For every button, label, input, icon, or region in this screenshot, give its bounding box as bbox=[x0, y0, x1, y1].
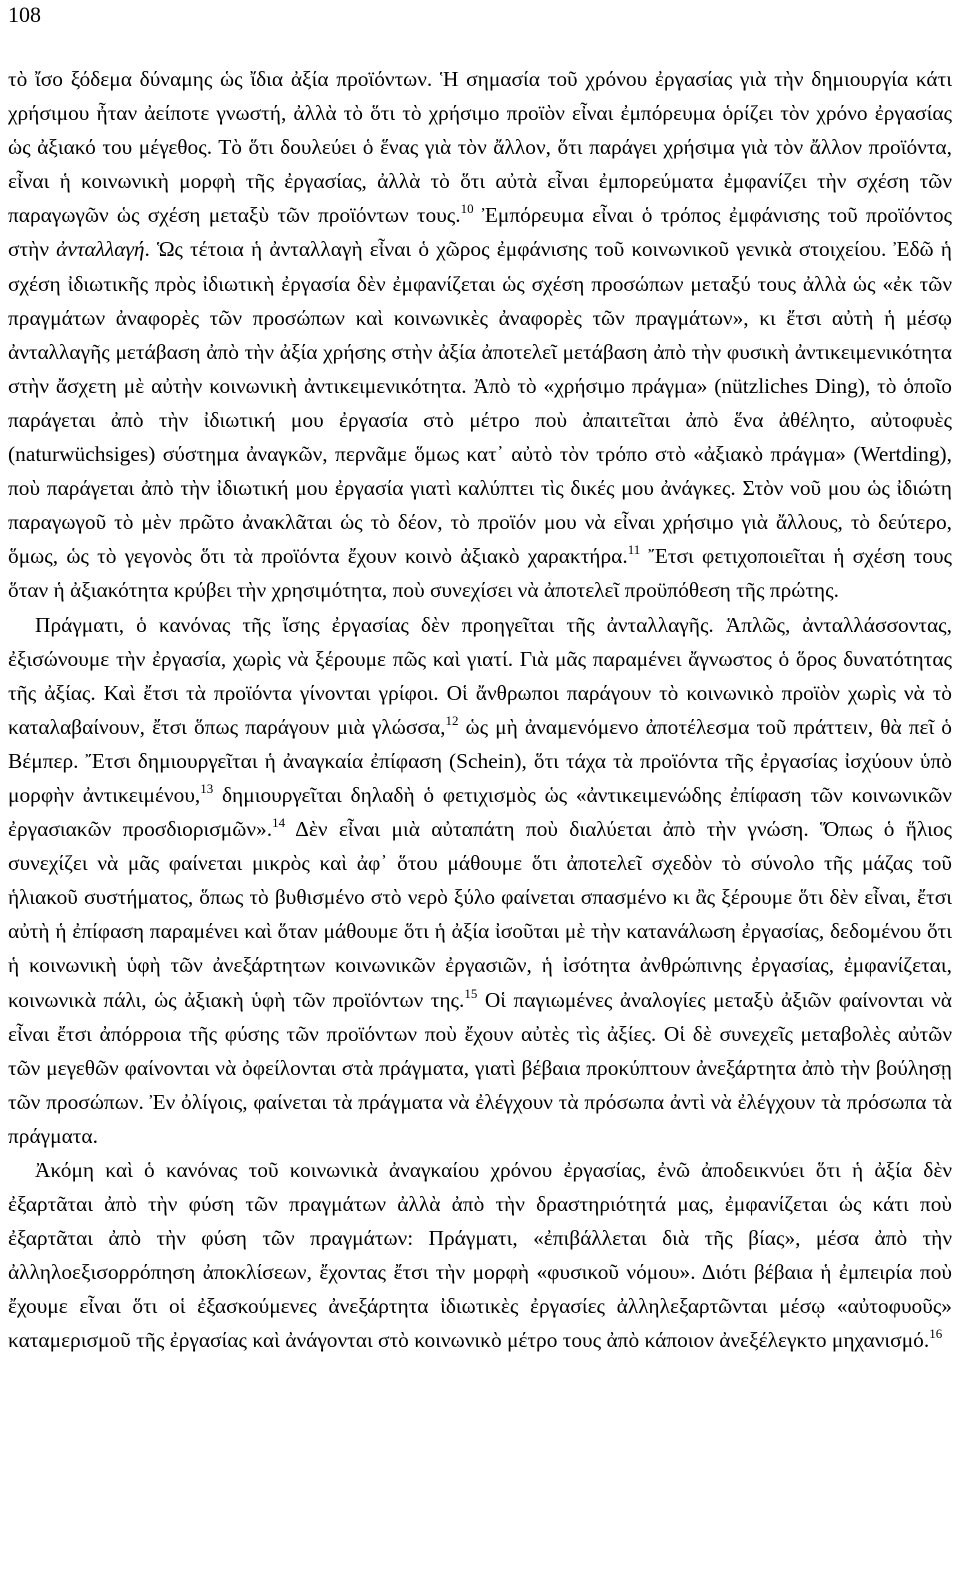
text-run: Ἐμπόρευμα εἶναι ὁ τρόπος ἐμφάνισης τοῦ προϊόντος στὴν bbox=[8, 203, 952, 262]
footnote-ref: 10 bbox=[460, 201, 474, 217]
text-run: τὸ ἴσο ξόδεμα δύναμης ὡς ἴδια ἀξία προϊόντων. Ἡ σημασία τοῦ χρόνου ἐργασίας γιὰ τὴν δημιουργία κάτι χρήσιμου ἦταν ἀείποτε γνωστή, ἀλλὰ τὸ ὅτι τὸ χρήσιμο προϊὸν εἶναι ἐμπόρευμα ὁρίζει τὸν χρόνο ἐργασίας ὡς ἀξιακό του μέγεθος. Τὸ ὅτι δουλεύει ὁ ἕνας γιὰ τὸν ἄλλον, ὅτι παράγει χρήσιμα γιὰ τὸν ἄλλον προϊόντα, εἶναι ἡ κοινωνικὴ μορφὴ τῆς ἐργασίας, ἀλλὰ τὸ ὅτι αὐτὰ εἶναι ἐμπορεύματα ἐμφανίζει τὴν σχέση τῶν παραγωγῶν ὡς σχέση μεταξὺ τῶν προϊόντων τους. bbox=[8, 67, 952, 228]
text-run: Ἔτσι φετιχοποιεῖται ἡ σχέση τους ὅταν ἡ ἀξιακότητα κρύβει τὴν χρησιμότητα, ποὺ συνεχίσει νὰ ἀποτελεῖ προϋπόθεση τῆς πρώτης. bbox=[8, 544, 952, 603]
paragraph bbox=[8, 1153, 952, 1358]
text-run: Οἱ παγιωμένες ἀναλογίες μεταξὺ ἀξιῶν φαίνονται νὰ εἶναι ἔτσι ἀπόρροια τῆς φύσης τῶν προϊόντων ποὺ ἔχουν αὐτὲς τὶς ἀξίες. Οἱ δὲ συνεχεῖς μεταβολὲς αὐτῶν τῶν μεγεθῶν φαίνονται νὰ ὀφείλονται στὰ πράγματα, γιατὶ βέβαια προκύπτουν ἀνεξάρτητα ἀπὸ τὴν βούλησῃ τῶν προσώπων. Ἐν ὀλίγοις, φαίνεται τὰ πράγματα νὰ ἐλέγχουν τὰ πρόσωπα ἀντὶ νὰ ἐλέγχουν τὰ πρόσωπα τὰ πράγματα. bbox=[8, 987, 952, 1148]
page-body bbox=[8, 62, 952, 1358]
text-run: ὡς μὴ ἀναμενόμενο ἀποτέλεσμα τοῦ πράττειν, θὰ πεῖ ὁ Βέμπερ. Ἔτσι δημιουργεῖται ἡ ἀναγκαία ἐπίφαση (Schein), ὅτι τάχα τὰ προϊόντα τῆς ἐργασίας ἰσχύουν ὑπὸ μορφὴν ἀντικειμένου, bbox=[8, 714, 953, 807]
text-run: δημιουργεῖται δηλαδὴ ὁ φετιχισμὸς ὡς «ἀντικειμενώδης ἐπίφαση τῶν κοινωνικῶν ἐργασιακῶν προσδιορισμῶν». bbox=[8, 782, 952, 842]
footnote-ref: 14 bbox=[272, 815, 286, 831]
page-number: 108 bbox=[8, 2, 41, 27]
emphasis-text: ἀνταλλαγή bbox=[56, 237, 145, 262]
footnote-ref: 13 bbox=[200, 780, 214, 796]
footnote-ref: 11 bbox=[627, 542, 641, 558]
paragraph bbox=[8, 62, 952, 608]
paragraph bbox=[8, 608, 952, 1154]
text-run: Πράγματι, ὁ κανόνας τῆς ἴσης ἐργασίας δὲν προηγεῖται τῆς ἀνταλλαγῆς. Ἁπλῶς, ἀνταλλάσσοντας, ἐξισώνουμε τὴν ἐργασία, χωρὶς νὰ ξέρουμε πῶς καὶ γιατί. Γιὰ μᾶς παραμένει ἄγνωστος ὁ ὅρος δυνατότητας τῆς ἀξίας. Καὶ ἔτσι τὰ προϊόντα γίνονται γρίφοι. Οἱ ἄνθρωποι παράγουν τὸ κοινωνικὸ προϊὸν χωρὶς νὰ τὸ καταλαβαίνουν, ἔτσι ὅπως παράγουν μιὰ γλώσσα, bbox=[8, 612, 952, 739]
footnote-ref: 15 bbox=[464, 985, 478, 1001]
footnote-ref: 12 bbox=[445, 712, 459, 728]
text-run: Δὲν εἶναι μιὰ αὐταπάτη ποὺ διαλύεται ἀπὸ τὴν γνώση. Ὅπως ὁ ἥλιος συνεχίζει νὰ μᾶς φαίνεται μικρὸς καὶ ἀφ᾽ ὅτου μάθουμε ὅτι ἀποτελεῖ σχεδὸν τὸ σύνολο τῆς μάζας τοῦ ἡλιακοῦ συστήματος, ὅπως τὸ βυθισμένο στὸ νερὸ ξύλο φαίνεται σπασμένο κι ἂς ξέρουμε ὅτι δὲν εἶναι, ἔτσι αὐτὴ ἡ ἐπίφαση παραμένει καὶ ὅταν μάθουμε ὅτι ἡ ἀξία ἰσοῦται μὲ τὴν κατανάλωση ἐργασίας, δεδομένου ὅτι ἡ κοινωνικὴ ὑφὴ τῶν ἀνεξάρτητων κοινωνικῶν ἐργασιῶν, ἡ ἰσότητα ἀνθρώπινης ἐργασίας, ἐμφανίζεται, κοινωνικὰ πάλι, ὡς ἀξιακὴ ὑφὴ τῶν προϊόντων της. bbox=[8, 817, 952, 1012]
text-run: . Ὡς τέτοια ἡ ἀνταλλαγὴ εἶναι ὁ χῶρος ἐμφάνισης τοῦ κοινωνικοῦ γενικὰ στοιχείου. Ἐδῶ ἡ σχέση ἰδιωτικῆς πρὸς ἰδιωτικὴ ἐργασία δὲν ἐμφανίζεται ὡς σχέση προσώπων μεταξύ τους ἀλλὰ ὡς «ἐκ τῶν πραγμάτων ἀναφορὲς τῶν προσώπων καὶ κοινωνικὲς ἀναφορὲς τῶν πραγμάτων», κι ἔτσι αὐτὴ ἡ μέσῳ ἀνταλλαγῆς μετάβαση ἀπὸ τὴν ἀξία χρήσης στὴν ἀξία ἀποτελεῖ μετάβαση ἀπὸ τὴν φυσικὴ ἀντικειμενικότητα στὴν ἄσχετη μὲ αὐτὴν κοινωνικὴ ἀντικειμενικότητα. Ἀπὸ τὸ «χρήσιμο πράγμα» (nützliches Ding), τὸ ὁποῖο παράγεται ἀπὸ τὴν ἰδιωτική μου ἐργασία στὸ μέτρο ποὺ ἀπαιτεῖται ἀπὸ ἕνα ἀθέλητο, αὐτοφυὲς (naturwüchsiges) σύστημα ἀναγκῶν, περνᾶμε ὅμως κατ᾽ αὐτὸ τὸν τρόπο στὸ «ἀξιακὸ πράγμα» (Wertding), ποὺ παράγεται ἀπὸ τὴν ἰδιωτική μου ἐργασία γιατὶ καλύπτει τὶς δικές μου ἀνάγκες. Στὸν νοῦ μου ὡς ἰδιώτη παραγωγοῦ τὸ μὲν πρῶτο ἀνακλᾶται ὡς τὸ δέον, τὸ προϊόν μου νὰ εἶναι χρήσιμο γιὰ ἄλλους, τὸ δεύτερο, ὅμως, ὡς τὸ γεγονὸς ὅτι τὰ προϊόντα ἔχουν κοινὸ ἀξιακὸ χαρακτήρα. bbox=[8, 237, 952, 569]
footnote-ref: 16 bbox=[929, 1326, 943, 1342]
text-run: Ἀκόμη καὶ ὁ κανόνας τοῦ κοινωνικὰ ἀναγκαίου χρόνου ἐργασίας, ἐνῶ ἀποδεικνύει ὅτι ἡ ἀξία δὲν ἐξαρτᾶται ἀπὸ τὴν φύση τῶν πραγμάτων ἀλλὰ ἀπὸ τὴν δραστηριότητά μας, ἐμφανίζεται ὡς κάτι ποὺ ἐξαρτᾶται ἀπὸ τὴν φύση τῶν πραγμάτων: Πράγματι, «ἐπιβάλλεται διὰ τῆς βίας», μέσα ἀπὸ τὴν ἀλληλοεξισορρόπηση ἀποκλίσεων, ἔχοντας ἔτσι τὴν μορφὴ «φυσικοῦ νόμου». Διότι βέβαια ἡ ἐμπειρία ποὺ ἔχουμε εἶναι ὅτι οἱ ἐξασκούμενες ἀνεξάρτητα ἰδιωτικὲς ἐργασίες ἀλληλεξαρτῶνται μέσῳ «αὐτοφυοῦς» καταμερισμοῦ τῆς ἐργασίας καὶ ἀνάγονται στὸ κοινωνικὸ μέτρο τους ἀπὸ κάποιον ἀνεξέλεγκτο μηχανισμό. bbox=[8, 1158, 952, 1353]
